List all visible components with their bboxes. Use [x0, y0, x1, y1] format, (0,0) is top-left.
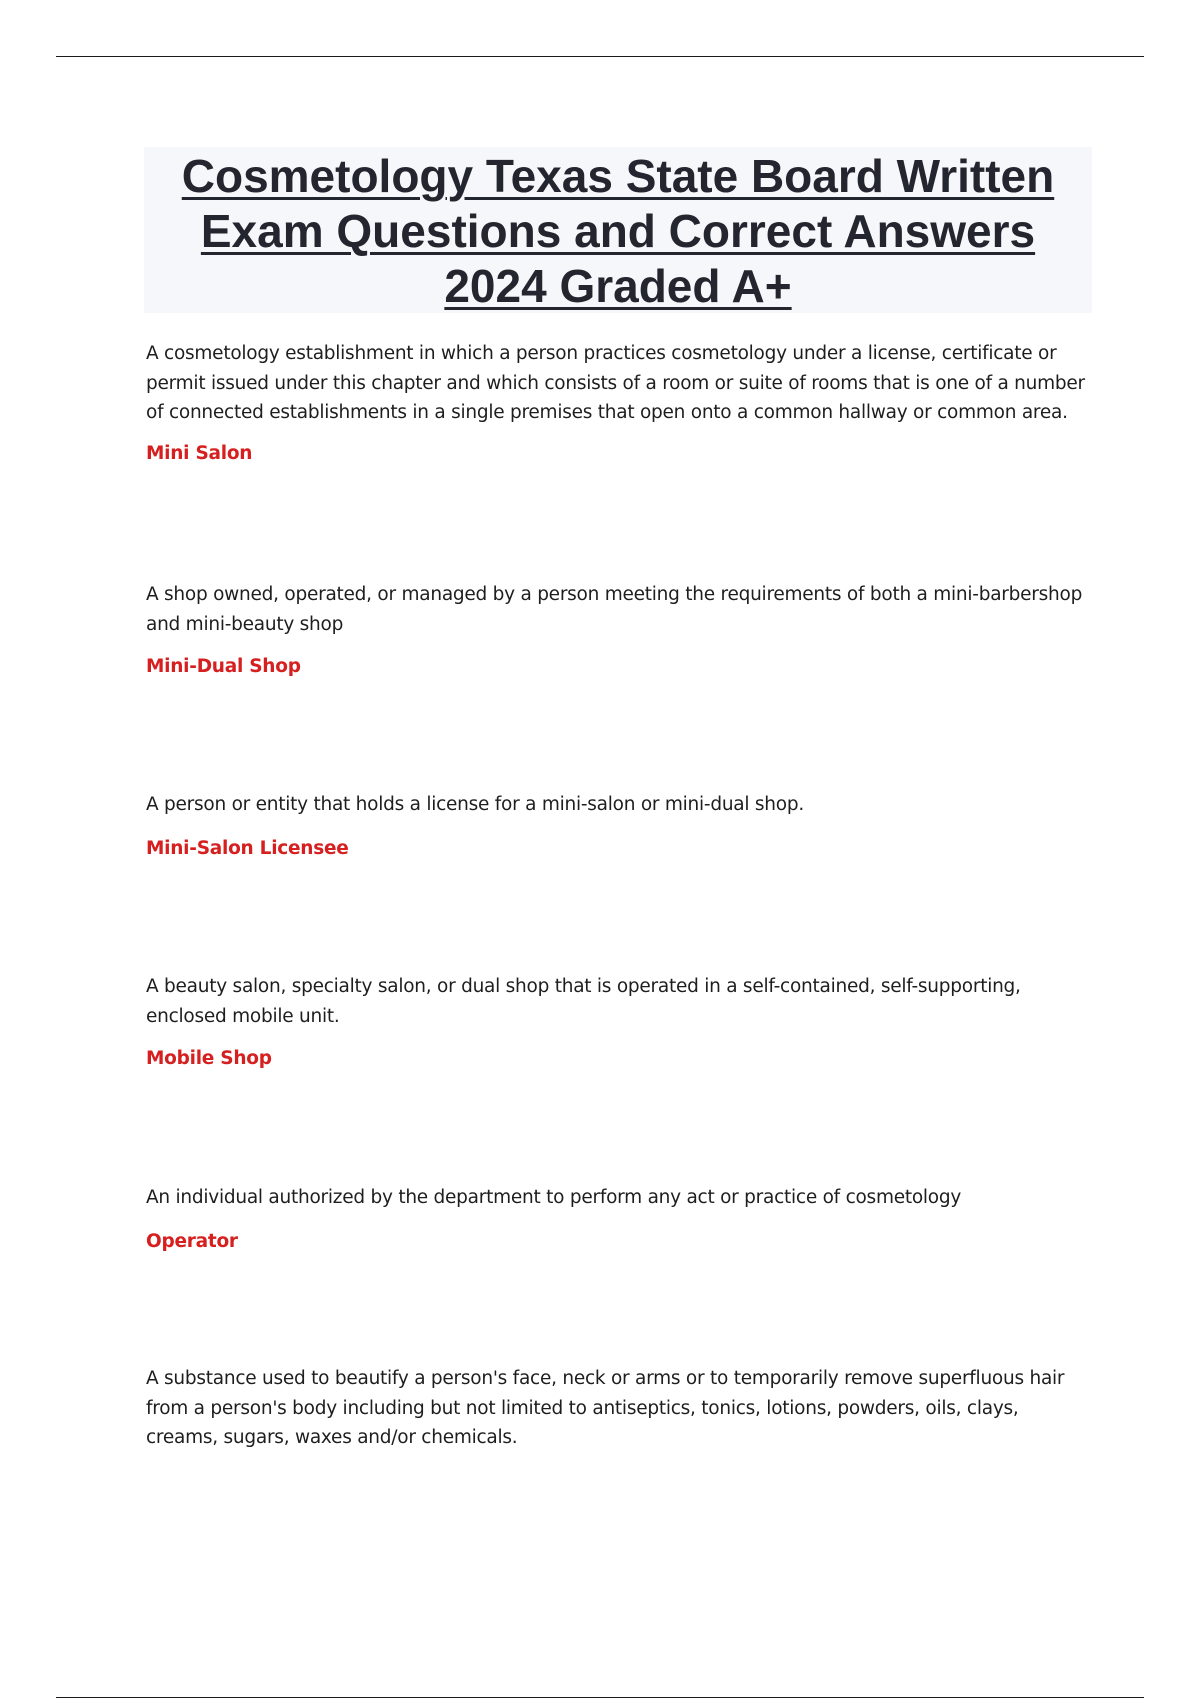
- question-text: A beauty salon, specialty salon, or dual shop that is operated in a self-contained, self-supporting, enclosed mobile unit.: [146, 976, 1021, 1027]
- qa-item: [146, 339, 1086, 467]
- qa-item: [146, 972, 1086, 1072]
- qa-item: [146, 580, 1086, 680]
- answer-text: Mini-Salon Licensee: [146, 837, 349, 859]
- answer-text: Operator: [146, 1230, 238, 1252]
- question-text: A cosmetology establishment in which a person practices cosmetology under a license, certificate or permit issued under this chapter and which consists of a room or suite of rooms that is one of a number of connected establishments in a single premises that open onto a common hallway or common area.: [146, 343, 1085, 423]
- question-text: An individual authorized by the department to perform any act or practice of cosmetology: [146, 1187, 962, 1208]
- qa-item: [146, 1183, 1086, 1255]
- question-text: A substance used to beautify a person's face, neck or arms or to temporarily remove superfluous hair from a person's body including but not limited to antiseptics, tonics, lotions, powders, oils, clays, creams, sugars, waxes and/or chemicals.: [146, 1368, 1065, 1448]
- question-text: A shop owned, operated, or managed by a person meeting the requirements of both a mini-barbershop and mini-beauty shop: [146, 584, 1083, 635]
- answer-text: Mini Salon: [146, 442, 253, 464]
- question-text: A person or entity that holds a license for a mini-salon or mini-dual shop.: [146, 794, 804, 815]
- qa-item: [146, 1364, 1086, 1453]
- document-title: Cosmetology Texas State Board Written Exam Questions and Correct Answers 2024 Graded A+: [181, 150, 1055, 312]
- bottom-divider: [56, 1697, 1144, 1698]
- answer-text: Mini-Dual Shop: [146, 656, 301, 677]
- title-block: [144, 147, 1092, 313]
- top-divider: [56, 56, 1144, 57]
- qa-item: [146, 790, 1086, 862]
- answer-text: Mobile Shop: [146, 1048, 272, 1069]
